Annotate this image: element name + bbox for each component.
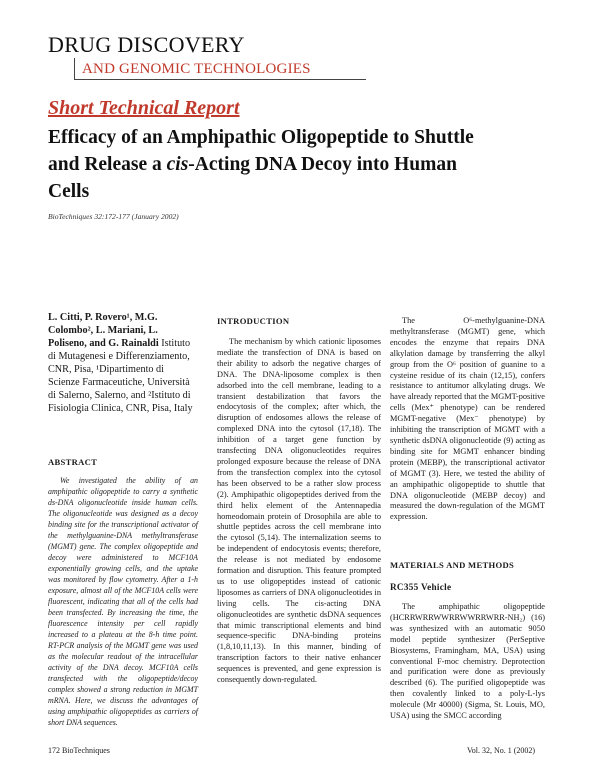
citation: BioTechniques 32:172-177 (January 2002) (48, 212, 179, 221)
report-type: Short Technical Report (48, 97, 240, 119)
journal-subtitle: AND GENOMIC TECHNOLOGIES (82, 61, 311, 77)
abstract-heading: ABSTRACT (48, 457, 98, 467)
journal-title: DRUG DISCOVERY (48, 32, 245, 57)
title-italic: cis (166, 154, 189, 175)
title-part-2: -Acting DNA Decoy into Human Cells (48, 154, 457, 202)
abstract-text: We investigated the ability of an amphipathic oligopeptide to carry a synthetic ds-DNA oligonucleotide inside human cells. The oligonucleotide was designed as a decoy binding site for the transcriptional activator of the methylguanine-DNA methyltransferase (MGMT) gene. The complex oligopeptide and decoy were administered to MCF10A exponentially growing cells, and the uptake was monitored by flow cytometry. After a 1-h exposure, almost all of the MCF10A cells were fluorescent, indicating that all of the cells had been transfected. By increasing the time, the fluorescence intensity per cell rapidly increased to a plateau at the 8-h time point. RT-PCR analysis of the MGMT gene was used as the molecular readout of the intracellular activity of the DNA decoy. MCF10A cells transfected with the oligopeptide/decoy complex showed a strong reduction in MGMT mRNA. Here, we discuss the advantages of using amphipathic oligopeptides as carriers of short DNA sequences. (48, 476, 198, 727)
masthead-divider (74, 58, 75, 80)
column3-text: The O⁶-methylguanine-DNA methyltransferase (MGMT) gene, which encodes the enzyme that repairs DNA alkylation damage by transferring the alkyl group from the O⁶ position of guanine to a cysteine residue of its chain (12,15), confers resistance to antitumor alkylating drugs. We have already reported that the MGMT-positive cells (Mex⁺ phenotype) can be rendered MGMT-negative (Mex⁻ phenotype) by inhibiting the transcription of MGMT with a synthetic dsDNA oligonucleotide (9) acting as binding site for MGMT enhancer binding protein (MEBP), the transcriptional activator of MGMT (3). Here, we tested the ability of an amphipathic oligopeptide to shuttle that DNA oligonucleotide (MEBP decoy) and measured the down-regulation of the MGMT expression. (390, 316, 545, 522)
title-part-1: Efficacy of an Amphipathic Oligopeptide to Shuttle and Release a (48, 127, 474, 175)
footer-volume: Vol. 32, No. 1 (2002) (467, 746, 536, 755)
introduction-text: The mechanism by which cationic liposomes mediate the transfection of DNA is based on their ability to adsorb the negative charges of DNA. The DNA-liposome complex is then adsorbed into the cell membrane, leading to a transient destabilization that favors the endocytosis of the complex; after which, the disruption of endosomes allows the release of complexed DNA into the cytosol (17,18). The inhibition of a target gene function by transfecting DNA oligonucleotides requires prolonged exposure because the release of DNA from the transfection complex into the cytosol has been observed to be a rather slow process (2). Amphipathic oligopeptides derived from the third helix element of the Antennapedia homeodomain protein of Drosophila are able to shuttle peptides across the cell membrane into the cytosol (5,14). The internalization seems to be independent of endocytosis events; therefore, the release is not mediated by endosome formation and disruption. This feature prompted us to use oligopeptides instead of cationic liposomes as carriers of DNA oligonucleotides in living cells. The cis-acting DNA oligonucleotides are synthetic dsDNA sequences that mimic transcriptional elements and bind sequence-specific DNA-binding proteins (1,8,10,11,13). In this manner, binding of transcription factors to their native enhancer sequences is prevented, and gene expression is consequently down-regulated. (217, 337, 381, 685)
methods-text: The amphipathic oligopeptide (HCRRWRRWWRRWWRRWRR-NH₂) (16) was synthesized with an automatic 9050 model peptide synthesizer (PerSeptive Biosystems, Framingham, MA, USA) using conventional F-moc chemistry. Deprotection and purification were done as previously described (6). The purified oligopeptide was then covalently linked to a poly-L-lys molecule (Mr 40000) (Sigma, St. Louis, MO, USA) using the SMCC according (390, 602, 545, 721)
introduction-heading: INTRODUCTION (217, 316, 290, 326)
author-affiliation: Istituto di Mutagenesi e Differenziamento, CNR, Pisa, ¹Dipartimento di Scienze Farmaceutiche, Università di Salerno, Salerno, and ²Istituto di Fisiologia Clinica, CNR, Pisa, Italy (48, 338, 193, 414)
article-title (48, 124, 498, 205)
methods-heading: MATERIALS AND METHODS (390, 560, 515, 570)
author-block (48, 311, 198, 415)
methods-subheading: RC355 Vehicle (390, 582, 452, 592)
masthead-underline (74, 79, 366, 80)
footer-page-label: 172 BioTechniques (48, 746, 110, 755)
author-names: L. Citti, P. Rovero¹, M.G. Colombo², L. Mariani, L. Poliseno, and G. Rainaldi (48, 312, 159, 349)
